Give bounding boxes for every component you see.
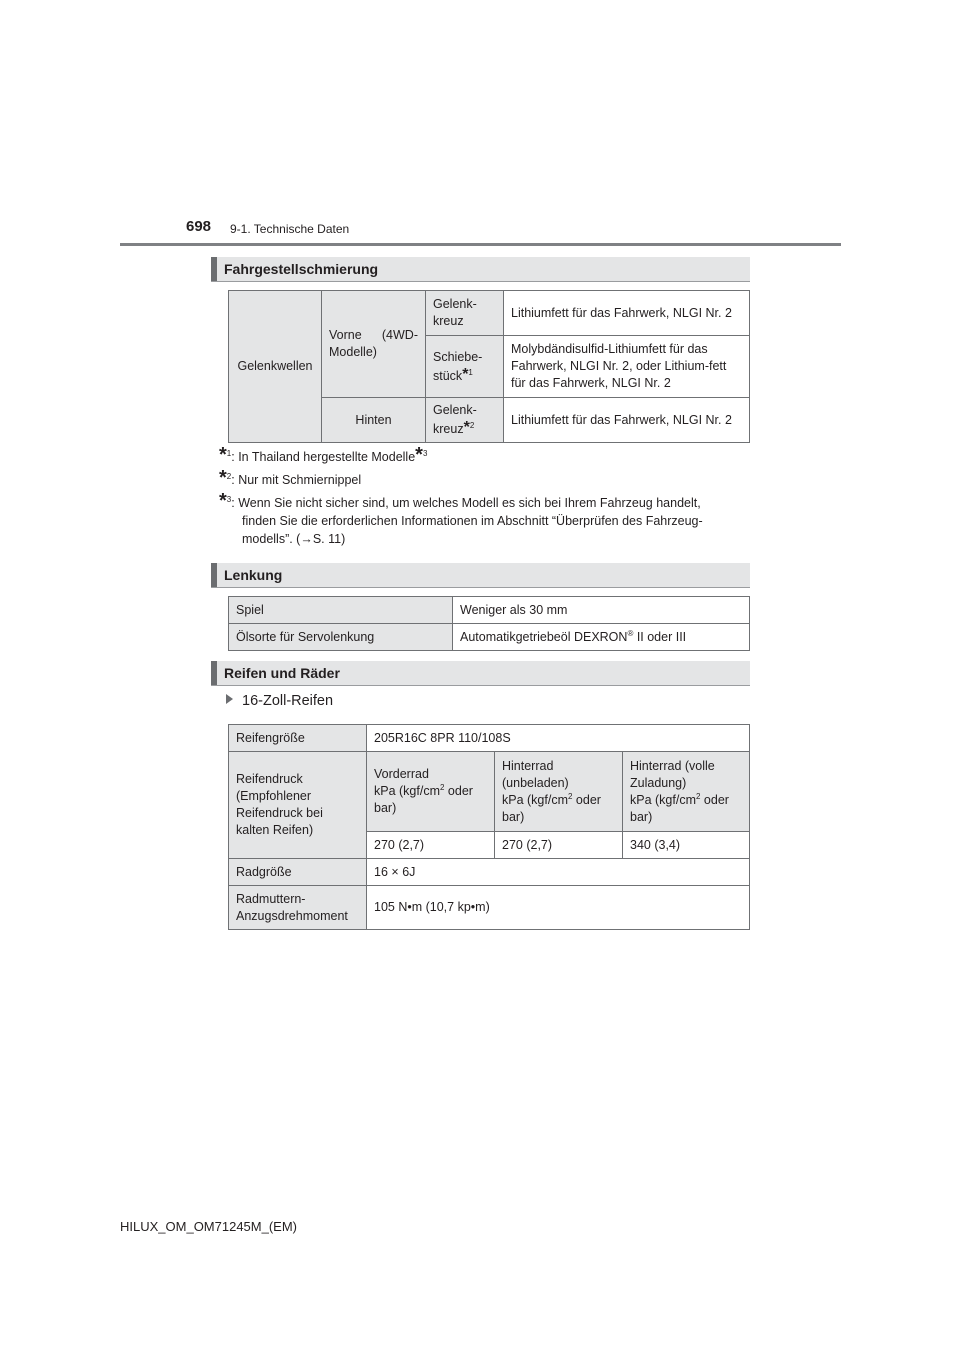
section-title: Lenkung	[224, 567, 283, 583]
steering-table	[228, 596, 750, 651]
column-head: Hinterrad (volle Zuladung)	[630, 758, 715, 790]
table-cell: Radgröße	[229, 859, 367, 886]
table-row	[229, 597, 750, 624]
arrow-right-icon: →	[300, 532, 313, 546]
table-row	[229, 624, 750, 651]
table-cell	[426, 398, 504, 443]
chassis-lubrication-table	[228, 290, 750, 443]
table-cell: Lithiumfett für das Fahrwerk, NLGI Nr. 2	[504, 398, 750, 443]
page-link[interactable]: S. 11)	[312, 532, 346, 546]
table-cell: 340 (3,4)	[623, 832, 750, 859]
table-row	[229, 752, 750, 832]
footnote-2	[219, 467, 749, 489]
unit: kPa (kgf/cm	[630, 792, 696, 807]
subheading-text: 16-Zoll-Reifen	[242, 693, 334, 709]
wheel-width: 6J	[402, 864, 416, 879]
footnote-text: finden Sie die erforderlichen Informationen im Abschnitt “Überprüfen des Fahrzeug-	[242, 514, 703, 528]
footnote-number: 2	[226, 471, 232, 481]
oil-type-suffix: II oder III	[633, 629, 687, 644]
table-cell: Molybdändisulfid-Lithiumfett für das Fahrwerk, NLGI Nr. 2, oder Lithium-fett für das Fahrwerk, NLGI Nr. 2	[504, 336, 750, 398]
table-row	[229, 291, 750, 336]
table-cell: Gelenkwellen	[229, 291, 322, 443]
section-reference: 9-1. Technische Daten	[230, 222, 350, 236]
unit: oder bar)	[502, 792, 601, 824]
table-cell	[453, 624, 750, 651]
table-cell: Gelenk-kreuz	[426, 291, 504, 336]
section-heading-lenkung	[211, 563, 750, 588]
table-row	[229, 725, 750, 752]
column-head: Vorderrad	[374, 767, 429, 781]
footnote-text: : Nur mit Schmiernippel	[231, 473, 362, 487]
section-heading-fahrgestell	[211, 257, 750, 282]
unit: kPa (kgf/cm	[374, 784, 440, 798]
table-cell: Hinten	[322, 398, 426, 443]
footnote-text-last	[219, 530, 749, 548]
tire-table	[228, 724, 750, 930]
footnote-text: : Wenn Sie nicht sicher sind, um welches Modell es sich bei Ihrem Fahrzeug handelt,	[231, 496, 701, 510]
section-title: Reifen und Räder	[224, 665, 340, 681]
footnote-star: *	[219, 467, 227, 489]
header-rule	[120, 243, 841, 246]
table-row	[229, 886, 750, 930]
table-cell	[495, 752, 623, 832]
table-cell: Weniger als 30 mm	[453, 597, 750, 624]
unit-exponent: 2	[568, 791, 573, 801]
unit: oder bar)	[374, 784, 473, 815]
section-heading-reifen	[211, 661, 750, 686]
footnote-ref: 3	[422, 448, 428, 458]
table-cell	[623, 752, 750, 832]
section-title: Fahrgestellschmierung	[224, 261, 379, 277]
part-name: Schiebe-stück	[433, 349, 483, 383]
footnote-text: : In Thailand hergestellte Modelle	[231, 450, 416, 464]
unit-exponent: 2	[440, 782, 445, 792]
table-cell: Spiel	[229, 597, 453, 624]
unit: oder bar)	[630, 792, 729, 824]
table-cell: 205R16C 8PR 110/108S	[367, 725, 750, 752]
triangle-bullet-icon	[226, 694, 233, 704]
table-cell: Reifendruck (Empfohlener Reifendruck bei kalten Reifen)	[229, 752, 367, 859]
footnote-3	[219, 490, 749, 548]
table-cell: Ölsorte für Servolenkung	[229, 624, 453, 651]
footnote-star: *	[462, 365, 469, 383]
table-cell: Radmuttern-Anzugsdrehmoment	[229, 886, 367, 930]
table-cell: 105 N•m (10,7 kp•m)	[367, 886, 750, 930]
footnote-ref: 2	[469, 420, 475, 430]
document-code: HILUX_OM_OM71245M_(EM)	[120, 1219, 297, 1234]
part-name: Gelenk-kreuz	[433, 403, 477, 436]
subheading-16-inch	[226, 693, 333, 709]
wheel-diameter: 16	[374, 864, 388, 879]
footnote-1	[219, 444, 749, 466]
footnote-number: 3	[226, 494, 232, 504]
table-cell	[426, 336, 504, 398]
column-head: Hinterrad (unbeladen)	[502, 758, 569, 790]
table-cell: Lithiumfett für das Fahrwerk, NLGI Nr. 2	[504, 291, 750, 336]
table-row	[229, 859, 750, 886]
page-number: 698	[186, 218, 212, 235]
footnote-text: modells”. (	[242, 532, 301, 546]
footnote-star: *	[219, 444, 227, 466]
table-cell: Reifengröße	[229, 725, 367, 752]
oil-type: Automatikgetriebeöl DEXRON	[460, 629, 628, 644]
times-sign: ×	[391, 864, 399, 879]
footnote-star: *	[415, 444, 423, 466]
table-cell	[367, 752, 495, 832]
table-cell: 270 (2,7)	[367, 832, 495, 859]
table-cell: Vorne (4WD-Modelle)	[322, 291, 426, 398]
table-cell	[367, 859, 750, 886]
footnote-star: *	[219, 490, 227, 512]
footnote-number: 1	[226, 448, 232, 458]
unit-exponent: 2	[696, 791, 701, 801]
registered-mark: ®	[627, 628, 634, 638]
table-cell: 270 (2,7)	[495, 832, 623, 859]
unit: kPa (kgf/cm	[502, 792, 568, 807]
footnote-star: *	[463, 419, 470, 436]
footnote-ref: 1	[468, 367, 473, 377]
